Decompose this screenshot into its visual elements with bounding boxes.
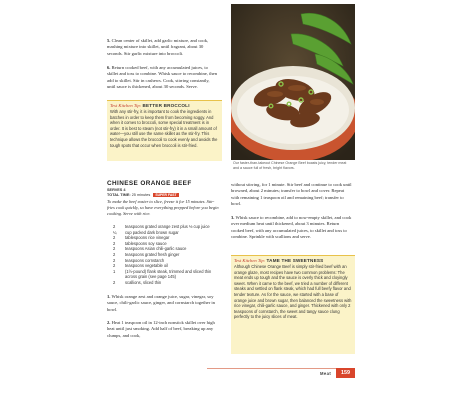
recipe-intro: To make the beef easier to slice, freeze it for 15 minutes. Stir-fries cook quickly, so have everything prepped before you begin cooking. Serve with rice. (107, 199, 219, 216)
ingredient-item: 2 teaspoons Asian chili-garlic sauce (113, 246, 187, 252)
photo-caption: Our faster-than-takeout Chinese Orange Beef boasts juicy, tender meat and a sauce full of fresh, bright flavors. (233, 161, 347, 170)
step-5: 5. Clean center of skillet, add garlic mixture, and cook, mashing mixture into skillet, until fragrant, about 30 seconds. Stir garlic mixture into broccoli. (107, 38, 209, 56)
ingredient-item: 2 scallions, sliced thin (113, 279, 162, 285)
ingredient-item: 2 teaspoons cornstarch (113, 257, 165, 263)
ingredient-item: 2 teaspoons grated fresh ginger (113, 251, 180, 257)
tip-body: Although Chinese Orange Beef is simply stir-fried beef with an orange glaze, most recipes have two common problems: The meat ends up tough and the sauce is overly thick and cloyingly sweet. When it came to the beef, we tried a number of different steaks and settled on flank steak, which had full beefy flavor and tender texture. As for the sauce, we started with a base of orange juice and brown sugar, then balanced the sweetness with rice vinegar, chili-garlic sauce, and ginger. Thickened with only 2 teaspoons of cornstarch, the sweet and tangy sauce clung perfectly to the juicy slices of meat. (234, 264, 352, 320)
tip-heading: Test Kitchen Tip: TAME THE SWEETNESS (234, 258, 324, 263)
tip-box-better-broccoli (107, 100, 222, 161)
ingredient-item: 2 tablespoons rice vinegar (113, 235, 170, 241)
section-name: Meat (320, 371, 332, 376)
beef-dish-illustration (231, 4, 355, 160)
recipe-serves: SERVES 4 (107, 188, 126, 192)
recipe-photo (231, 4, 355, 160)
tip-box-tame-the-sweetness (231, 255, 355, 354)
ingredient-item: 2 teaspoons vegetable oil (113, 263, 169, 269)
cookbook-page (107, 0, 355, 400)
ingredient-item: 1 (1½-pound) flank steak, trimmed and sliced thin across grain (see page 145) (113, 268, 212, 280)
recipe-total-time: TOTAL TIME: 25 minutes SUPER FAST (107, 193, 177, 197)
ingredient-list (113, 224, 221, 286)
footer-rule (207, 368, 355, 369)
ingredient-item: 2 teaspoons grated orange zest plus ⅓ cup juice (113, 224, 210, 229)
recipe-step-2: 2. Heat 1 teaspoon oil in 12-inch nonstick skillet over high heat until just smoking. Add half of beef, breaking up any clumps, and cook, (107, 320, 215, 338)
super-fast-badge: SUPER FAST (155, 193, 177, 197)
recipe-step-1: 1. Whisk orange zest and orange juice, sugar, vinegar, soy sauce, chili-garlic sauce, ginger, and cornstarch together in bowl. (107, 294, 215, 312)
recipe-title: CHINESE ORANGE BEEF (107, 180, 192, 187)
recipe-step-3: 3. Whisk sauce to recombine, add to now-empty skillet, and cook over medium heat until thickened, about 3 minutes. Return cooked beef, with any accumulated juices, to skillet and toss to combine. Sprinkle with scallions and serve. (231, 215, 352, 240)
tip-heading: Test Kitchen Tip: BETTER BROCCOLI (110, 103, 190, 108)
tip-body: With any stir-fry, it is important to cook the ingredients in batches in order to keep them from becoming soggy. And when it comes to broccoli, some special treatment is in order. It is best to steam (not stir-fry) it in a small amount of water—you still use the same skillet as the stir-fry. This technique allows the broccoli to cook evenly and avoids the tough spots that occur when broccoli is stir-fried. (110, 109, 218, 148)
page-number: 159 (336, 368, 355, 378)
step-6: 6. Return cooked beef, with any accumulated juices, to skillet and toss to combine. Whisk sauce to recombine, then add to skillet. Stir in cashews. Cook, stirring constantly, until sauce is thickened, about 30 seconds. Serve. (107, 65, 218, 90)
ingredient-item: 2 tablespoons soy sauce (113, 240, 167, 246)
recipe-step-2-continued: without stirring, for 1 minute. Stir beef and continue to cook until browned, about 2 minutes; transfer to bowl and cover. Repeat with remaining 1 teaspoon oil and remaining beef; transfer to bowl. (231, 182, 352, 207)
ingredient-item: ¼ cup packed dark brown sugar (113, 229, 179, 235)
